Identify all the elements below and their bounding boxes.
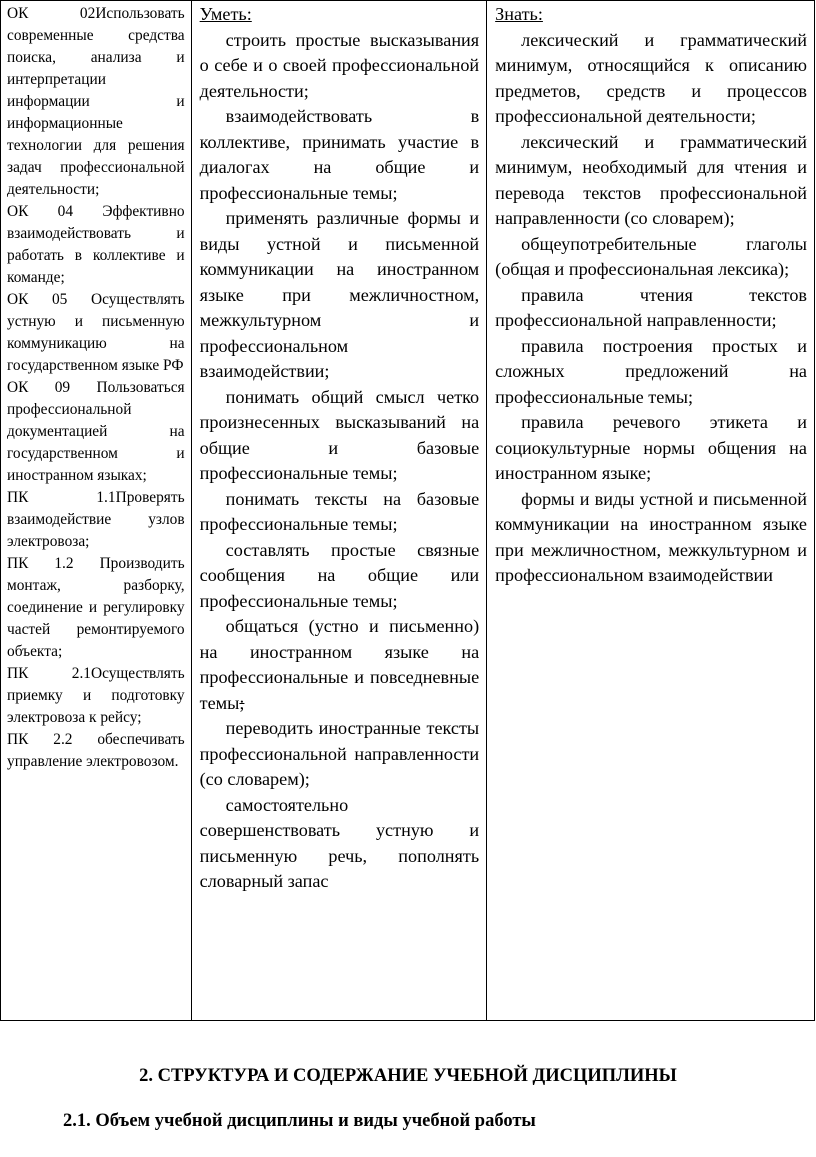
competency-item: ПК 1.2 Производить монтаж, разборку, соединение и регулировку частей ремонтируемого объекта;	[7, 555, 185, 660]
skill-item: составлять простые связные сообщения на общие или профессиональные темы;	[199, 539, 480, 611]
subsection-heading: 2.1. Объем учебной дисциплины и виды учебной работы	[63, 1111, 536, 1131]
competency-item: ПК 1.1Проверять взаимодействие узлов электровоза;	[7, 489, 185, 550]
skill-item: строить простые высказывания о себе и о своей профессиональной деятельности;	[199, 29, 480, 101]
knowledge-heading: Знать:	[495, 4, 543, 24]
skill-item: применять различные формы и виды устной и письменной коммуникации на иностранном языке при межличностном, межкультурном и профессиональном взаимодействии;	[199, 208, 480, 381]
knowledge-item: формы и виды устной и письменной коммуникации на иностранном языке при межличностном, межкультурном и профессиональном взаимодействии	[495, 488, 807, 585]
skill-item: самостоятельно совершенствовать устную и письменную речь, пополнять словарный запас	[199, 794, 480, 891]
struck-semicolon: ;	[239, 692, 245, 713]
skills-heading: Уметь:	[199, 4, 252, 24]
skills-cell	[191, 1, 487, 1021]
skill-item: понимать тексты на базовые профессиональные темы;	[199, 488, 480, 534]
competency-item: ПК 2.1Осуществлять приемку и подготовку электровоза к рейсу;	[7, 665, 185, 726]
knowledge-cell	[487, 1, 815, 1021]
competency-item: ОК 02Использовать современные средства поиска, анализа и интерпретации информации и информационные технологии для решения задач профессиональной деятельности;	[7, 5, 185, 198]
skill-item	[200, 614, 480, 716]
competency-item: ОК 09 Пользоваться профессиональной документацией на государственном и иностранном языках;	[7, 379, 185, 484]
competencies-cell	[1, 1, 192, 1021]
knowledge-item: лексический и грамматический минимум, необходимый для чтения и перевода текстов профессиональной направленности (со словарем);	[495, 131, 807, 228]
knowledge-item: правила речевого этикета и социокультурные нормы общения на иностранном языке;	[495, 412, 807, 483]
competency-item: ПК 2.2 обеспечивать управление электровозом.	[7, 731, 185, 770]
knowledge-item: лексический и грамматический минимум, относящийся к описанию предметов, средств и процессов профессиональной деятельности;	[495, 29, 807, 126]
competency-item: ОК 05 Осуществлять устную и письменную коммуникацию на государственном языке РФ	[7, 291, 185, 374]
knowledge-item: общеупотребительные глаголы (общая и профессиональная лексика);	[495, 233, 807, 279]
skill-item: взаимодействовать в коллективе, принимать участие в диалогах на общие и профессиональные темы;	[199, 106, 480, 203]
section-heading: 2. СТРУКТУРА И СОДЕРЖАНИЕ УЧЕБНОЙ ДИСЦИПЛИНЫ	[139, 1066, 677, 1086]
knowledge-item: правила построения простых и сложных предложений на профессиональные темы;	[495, 335, 807, 407]
skill-item: переводить иностранные тексты профессиональной направленности (со словарем);	[199, 718, 480, 789]
knowledge-item: правила чтения текстов профессиональной направленности;	[495, 284, 807, 330]
skill-item-text: общаться (устно и письменно) на иностранном языке на профессиональные и повседневные темы	[199, 616, 480, 713]
skill-item: понимать общий смысл четко произнесенных высказываний на общие и базовые профессиональные темы;	[199, 386, 480, 483]
competency-item: ОК 04 Эффективно взаимодействовать и работать в коллективе и команде;	[7, 203, 185, 286]
